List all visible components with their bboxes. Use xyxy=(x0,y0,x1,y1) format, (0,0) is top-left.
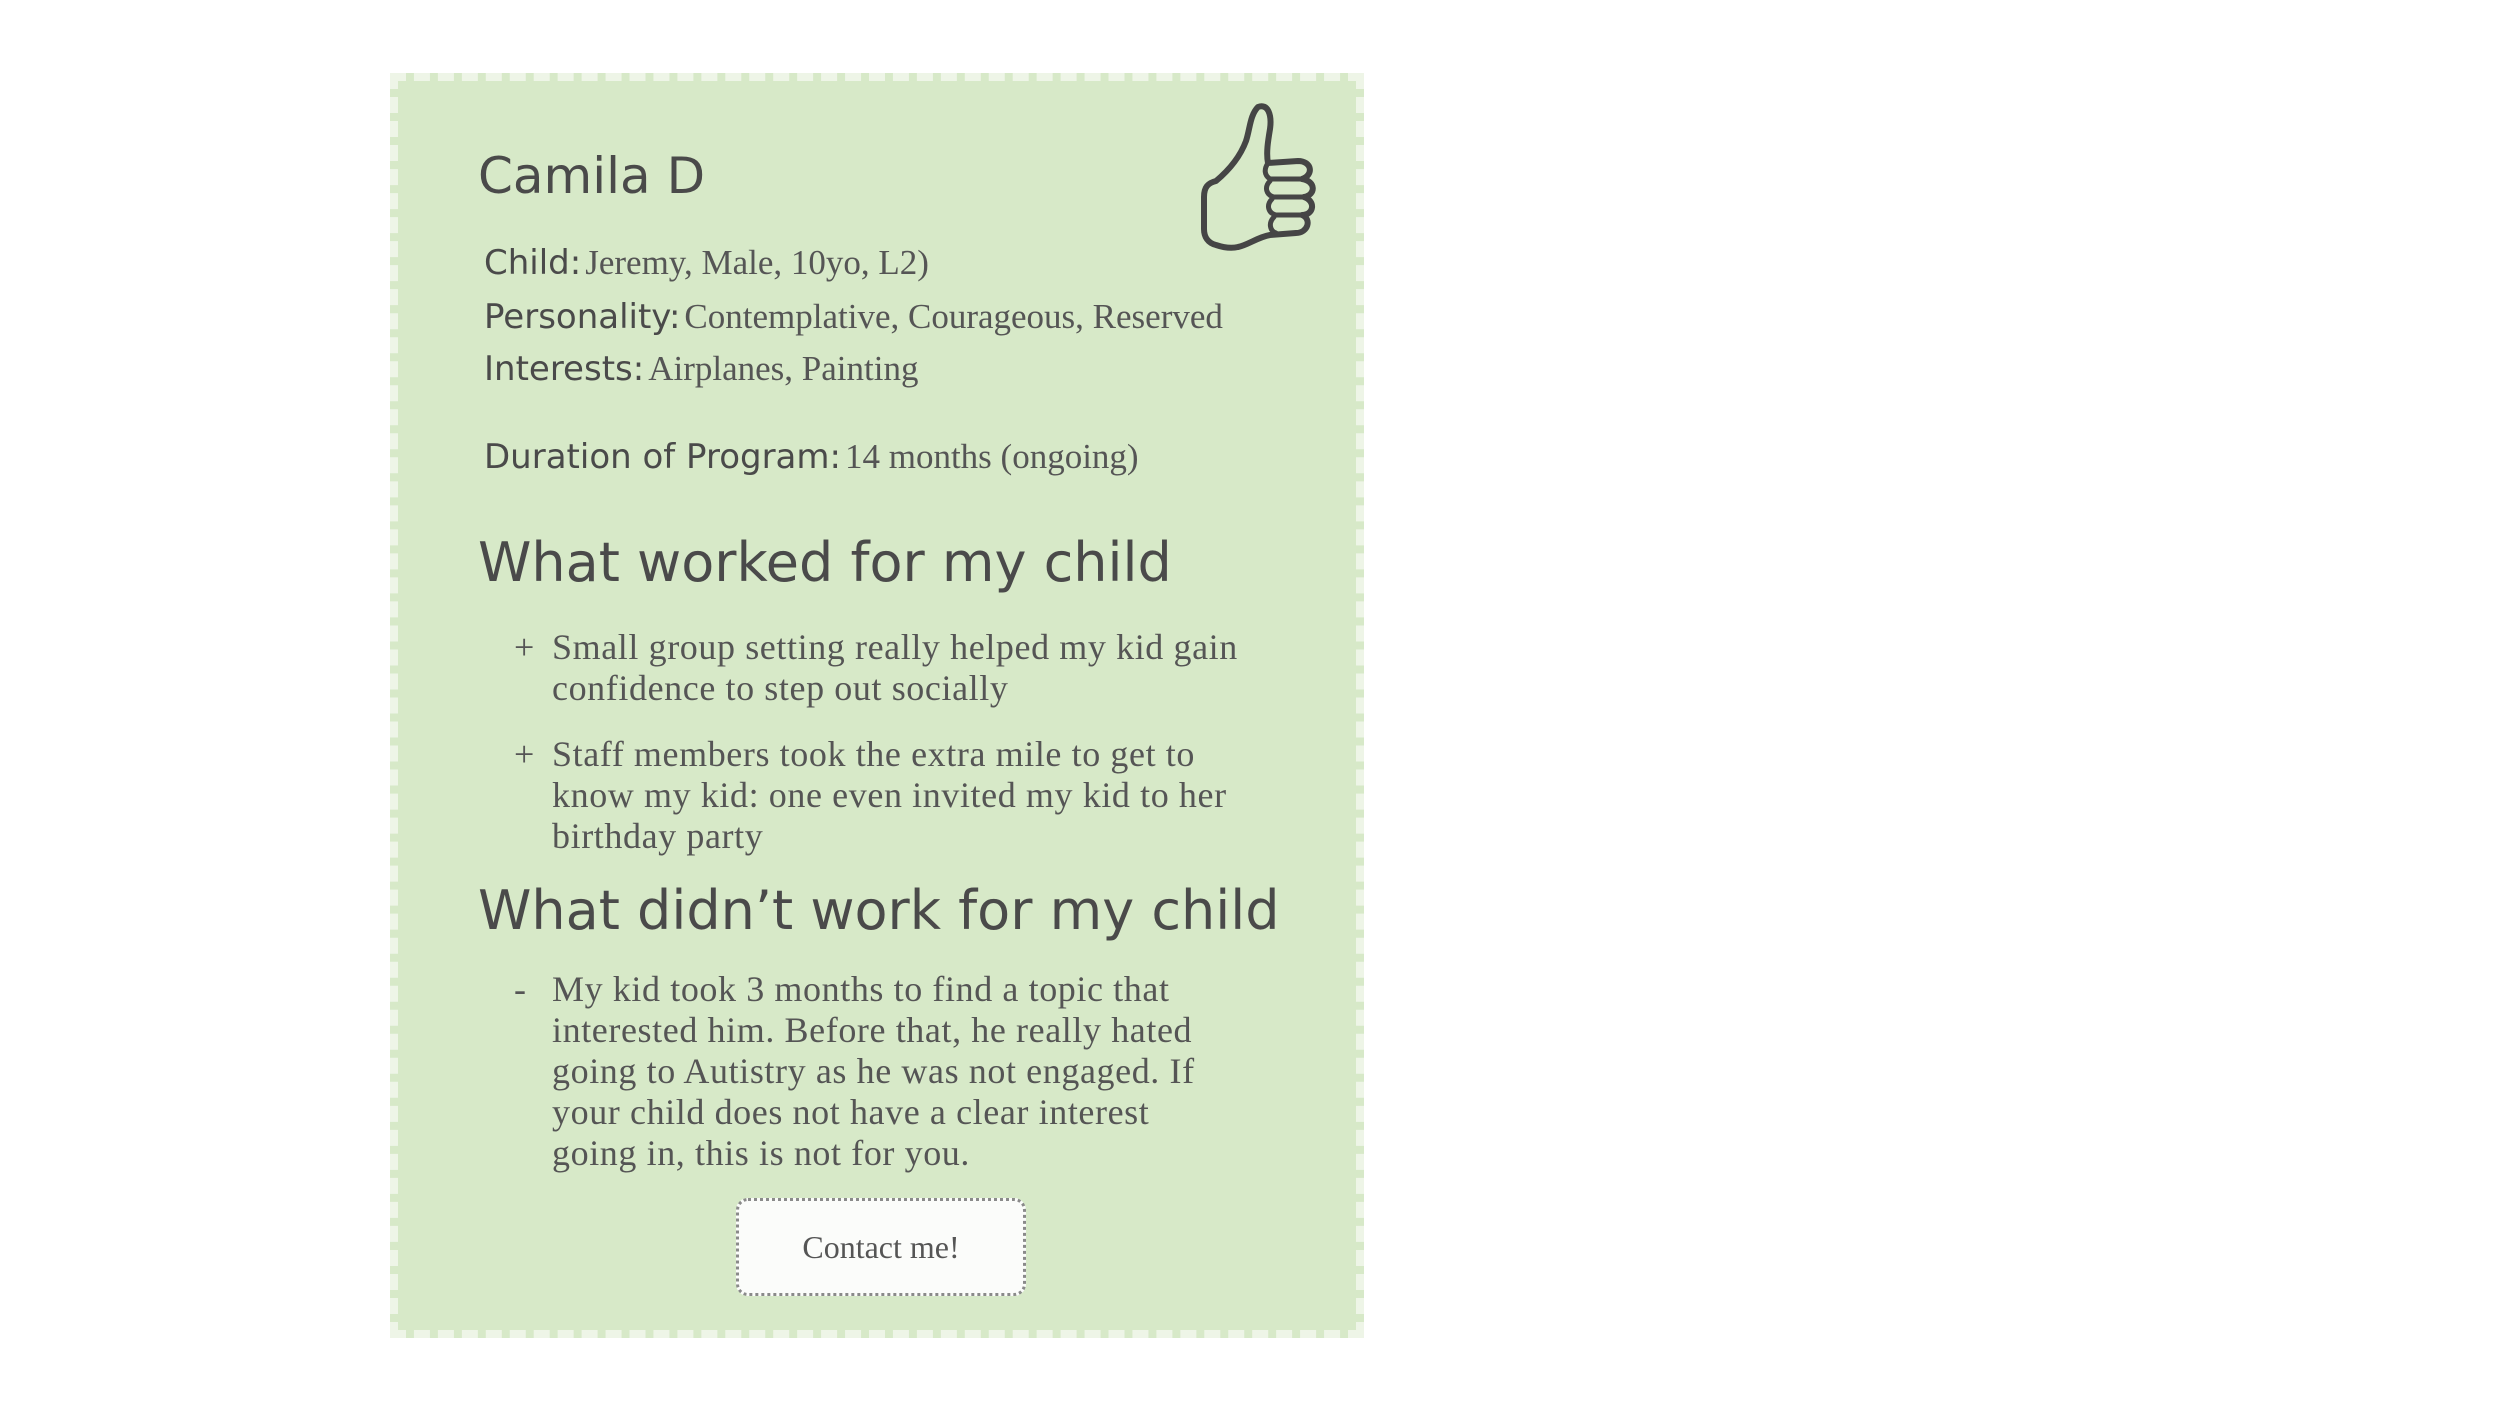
didnt-work-heading: What didn’t work for my child xyxy=(478,879,1280,942)
plus-marker: + xyxy=(514,627,535,667)
interests-label: Interests: xyxy=(484,349,645,389)
review-card xyxy=(390,73,1364,1338)
child-info xyxy=(484,243,929,283)
child-value: Jeremy, Male, 10yo, L2) xyxy=(585,243,929,282)
contact-button[interactable]: Contact me! xyxy=(736,1198,1026,1296)
personality-label: Personality: xyxy=(484,297,681,337)
worked-item-text: Staff members took the extra mile to get to know my kid: one even invited my kid to her birthday party xyxy=(552,734,1227,856)
duration-info xyxy=(484,437,1139,477)
duration-label: Duration of Program: xyxy=(484,437,841,477)
minus-marker: - xyxy=(514,969,526,1009)
child-label: Child: xyxy=(484,243,582,283)
worked-item xyxy=(514,734,1274,864)
worked-item xyxy=(514,627,1274,717)
personality-info xyxy=(484,297,1223,337)
worked-item-text: Small group setting really helped my kid gain confidence to step out socially xyxy=(552,627,1238,708)
didnt-work-item xyxy=(514,969,1274,1179)
thumbs-up-icon xyxy=(1198,101,1328,256)
plus-marker: + xyxy=(514,734,535,774)
interests-info xyxy=(484,349,918,389)
worked-heading: What worked for my child xyxy=(478,531,1172,594)
reviewer-name: Camila D xyxy=(478,147,706,205)
duration-value: 14 months (ongoing) xyxy=(844,437,1139,476)
personality-value: Contemplative, Courageous, Reserved xyxy=(684,297,1223,336)
didnt-work-item-text: My kid took 3 months to find a topic that interested him. Before that, he really hated going to Autistry as he was not engaged. If your child does not have a clear interest going in, this is not for you. xyxy=(552,969,1195,1173)
interests-value: Airplanes, Painting xyxy=(648,349,919,388)
